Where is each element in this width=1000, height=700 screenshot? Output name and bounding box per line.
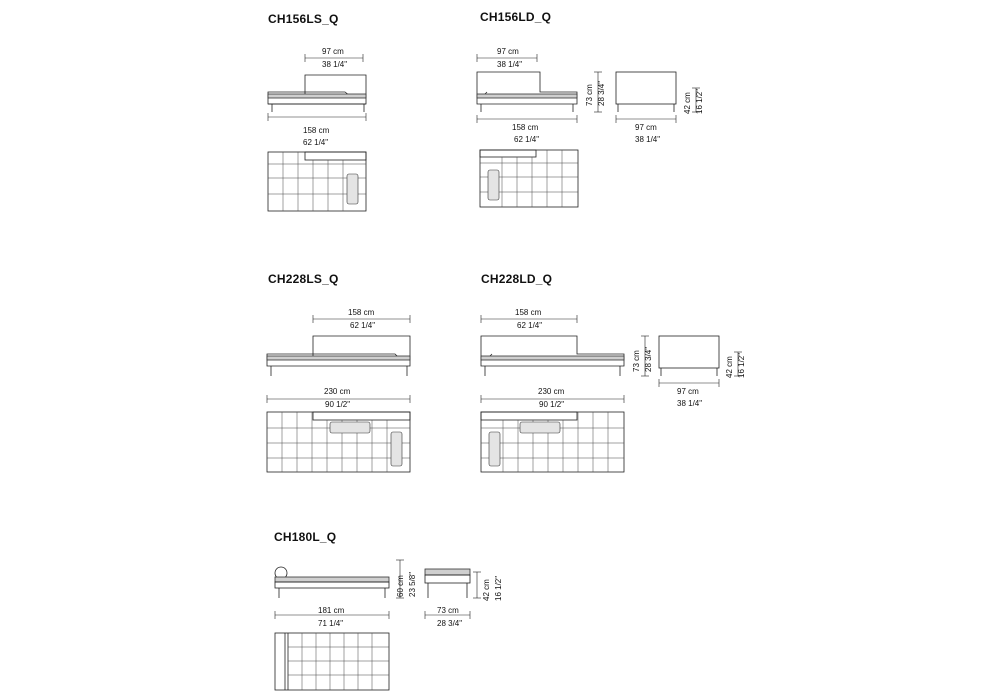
ch228ld-height-cm: 73 cm	[632, 350, 641, 372]
ch180l-height-cm: 60 cm	[396, 575, 405, 597]
ch156ld-seat-height-cm: 42 cm	[683, 92, 692, 114]
ch156ld-side-depth-cm: 97 cm	[635, 123, 657, 132]
ch156ls-total-width-in: 62 1/4"	[303, 138, 329, 147]
ch228ls-back-width-cm: 158 cm	[348, 308, 375, 317]
ch156ld-back-width-in: 38 1/4"	[497, 60, 523, 69]
ch156ld-height-in: 28 3/4"	[597, 80, 606, 106]
ch156ls-back-width-cm: 97 cm	[322, 47, 344, 56]
ch180l-total-width-cm: 181 cm	[318, 606, 345, 615]
model-code-ch228ls: CH228LS_Q	[268, 272, 339, 286]
ch156ld-plan-view	[480, 150, 578, 207]
ch156ld-total-width-in: 62 1/4"	[514, 135, 540, 144]
ch228ld-front-elevation	[481, 315, 649, 403]
ch228ls-plan-view	[267, 412, 410, 472]
ch180l-seat-height-in: 16 1/2"	[494, 575, 503, 601]
model-code-ch228ld: CH228LD_Q	[481, 272, 553, 286]
ch228ld-plan-view	[481, 412, 624, 472]
ch180l-total-width-in: 71 1/4"	[318, 619, 344, 628]
ch180l-height-in: 23 5/8"	[408, 571, 417, 597]
ch228ld-back-width-cm: 158 cm	[515, 308, 542, 317]
ch228ld-side-depth-in: 38 1/4"	[677, 399, 703, 408]
model-code-ch180l: CH180L_Q	[274, 530, 337, 544]
ch156ls-plan-view	[268, 152, 366, 211]
ch180l-side-depth-in: 28 3/4"	[437, 619, 463, 628]
ch156ld-total-width-cm: 158 cm	[512, 123, 539, 132]
ch228ld-side-depth-cm: 97 cm	[677, 387, 699, 396]
ch156ls-total-width-cm: 158 cm	[303, 126, 330, 135]
ch156ls-front-elevation	[268, 54, 366, 121]
ch156ld-back-width-cm: 97 cm	[497, 47, 519, 56]
ch228ls-back-width-in: 62 1/4"	[350, 321, 376, 330]
ch180l-plan-view	[275, 633, 389, 690]
ch180l-side-depth-cm: 73 cm	[437, 606, 459, 615]
ch228ld-seat-height-in: 16 1/2"	[737, 352, 746, 378]
ch180l-seat-height-cm: 42 cm	[482, 579, 491, 601]
ch228ls-total-width-cm: 230 cm	[324, 387, 351, 396]
ch156ld-height-cm: 73 cm	[585, 84, 594, 106]
model-code-ch156ls: CH156LS_Q	[268, 12, 339, 26]
ch228ld-total-width-cm: 230 cm	[538, 387, 565, 396]
ch228ls-total-width-in: 90 1/2"	[325, 400, 351, 409]
ch156ls-back-width-in: 38 1/4"	[322, 60, 348, 69]
model-code-ch156ld: CH156LD_Q	[480, 10, 552, 24]
ch228ld-back-width-in: 62 1/4"	[517, 321, 543, 330]
ch228ld-seat-height-cm: 42 cm	[725, 356, 734, 378]
ch156ld-seat-height-in: 16 1/2"	[695, 88, 704, 114]
ch156ld-side-depth-in: 38 1/4"	[635, 135, 661, 144]
ch156ld-front-elevation	[477, 54, 602, 123]
ch228ld-height-in: 28 3/4"	[644, 346, 653, 372]
ch228ld-total-width-in: 90 1/2"	[539, 400, 565, 409]
